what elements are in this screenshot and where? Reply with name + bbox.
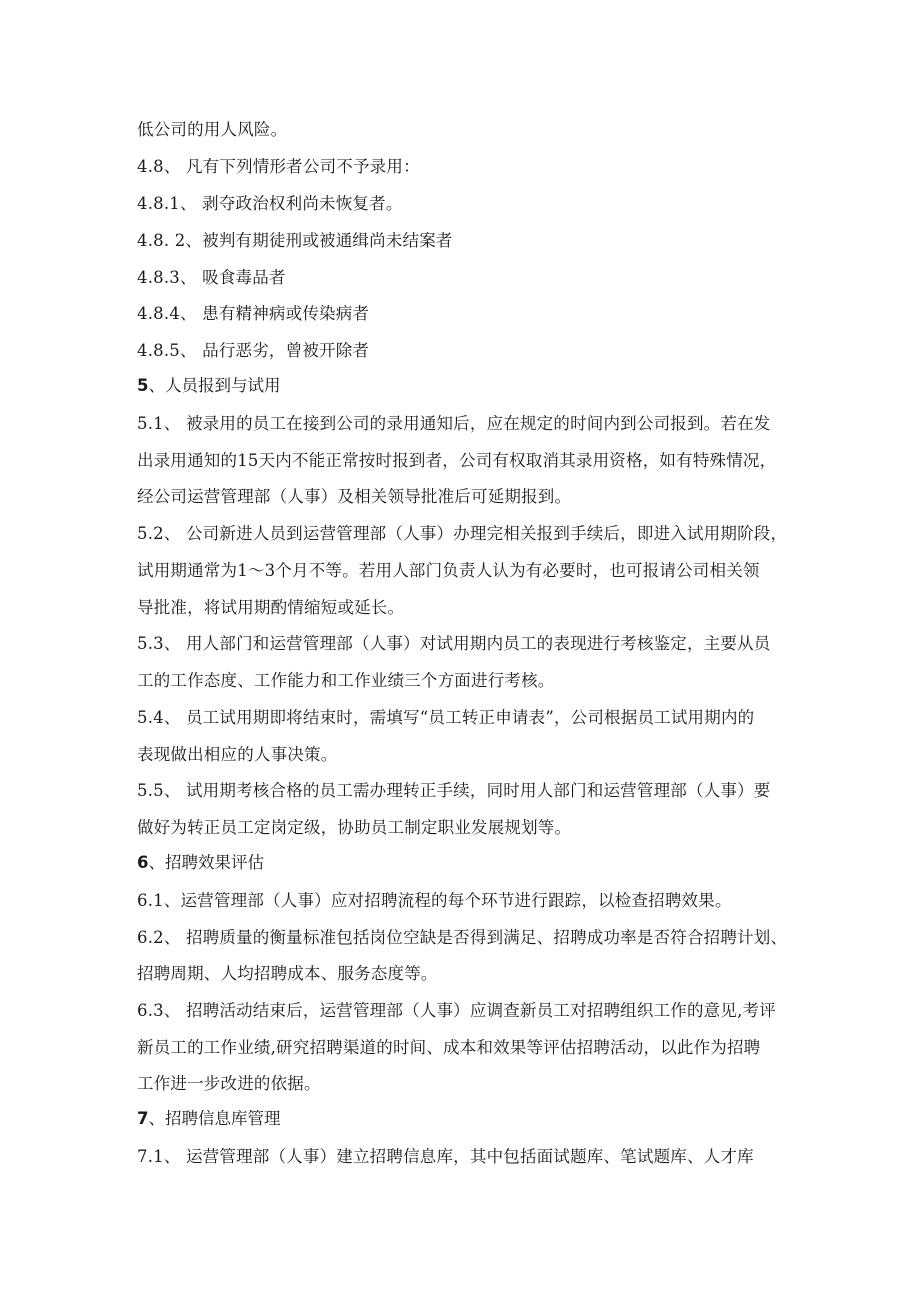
text-line: 试用期通常为1～3个月不等。若用人部门负责人认为有必要时，也可报请公司相关领 (137, 561, 760, 580)
text-line: 5.2、 公司新进人员到运营管理部（人事）办理完相关报到手续后，即进入试用期阶段， (137, 524, 788, 543)
text-line: 招聘周期、人均招聘成本、服务态度等。 (137, 964, 438, 983)
text-line: 导批准，将试用期酌情缩短或延长。 (137, 598, 405, 617)
text-line: 经公司运营管理部（人事）及相关领导批准后可延期报到。 (137, 487, 572, 506)
section-heading (137, 853, 264, 873)
text-line: 低公司的用人风险。 (137, 120, 288, 139)
text-line: 5.3、 用人部门和运营管理部（人事）对试用期内员工的表现进行考核鉴定，主要从员 (137, 634, 771, 653)
text-line: 工的工作态度、工作能力和工作业绩三个方面进行考核。 (137, 671, 555, 690)
text-line: 4.8.1、 剥夺政治权利尚未恢复者。 (137, 194, 403, 213)
text-line: 4.8、 凡有下列情形者公司不予录用： (137, 157, 420, 176)
section-number: 7 (137, 1109, 149, 1128)
text-line: 做好为转正员工定岗定级，协助员工制定职业发展规划等。 (137, 818, 572, 837)
text-line: 6.2、 招聘质量的衡量标准包括岗位空缺是否得到满足、招聘成功率是否符合招聘计划、 (137, 928, 788, 947)
section-title: 、人员报到与试用 (148, 376, 281, 395)
text-line: 4.8.4、 患有精神病或传染病者 (137, 304, 370, 323)
text-line: 工作进一步改进的依据。 (137, 1074, 321, 1093)
text-line: 5.4、 员工试用期即将结束时，需填写“员工转正申请表”，公司根据员工试用期内的 (137, 708, 755, 727)
section-number: 5 (137, 376, 149, 395)
text-line: 4.8. 2、被判有期徒刑或被通缉尚未结案者 (137, 231, 453, 250)
text-line: 4.8.5、 品行恶劣，曾被开除者 (137, 341, 370, 360)
text-line: 表现做出相应的人事决策。 (137, 745, 338, 764)
section-number: 6 (137, 853, 149, 872)
text-line: 6.3、 招聘活动结束后，运营管理部（人事）应调查新员工对招聘组织工作的意见,考评 (137, 1001, 776, 1020)
text-line: 5.1、 被录用的员工在接到公司的录用通知后，应在规定的时间内到公司报到。若在发 (137, 414, 771, 433)
text-line: 7.1、 运营管理部（人事）建立招聘信息库，其中包括面试题库、笔试题库、人才库 (137, 1147, 754, 1166)
section-title: 、招聘信息库管理 (148, 1109, 281, 1128)
section-title: 、招聘效果评估 (148, 853, 264, 872)
text-line: 出录用通知的15天内不能正常按时报到者，公司有权取消其录用资格，如有特殊情况， (137, 451, 777, 470)
text-line: 新员工的工作业绩,研究招聘渠道的时间、成本和效果等评估招聘活动，以此作为招聘 (137, 1038, 761, 1057)
text-line: 6.1、运营管理部（人事）应对招聘流程的每个环节进行跟踪，以检查招聘效果。 (137, 891, 732, 910)
text-line: 5.5、 试用期考核合格的员工需办理转正手续，同时用人部门和运营管理部（人事）要 (137, 781, 771, 800)
section-heading (137, 376, 280, 396)
section-heading (137, 1109, 280, 1129)
text-line: 4.8.3、 吸食毒品者 (137, 268, 286, 287)
